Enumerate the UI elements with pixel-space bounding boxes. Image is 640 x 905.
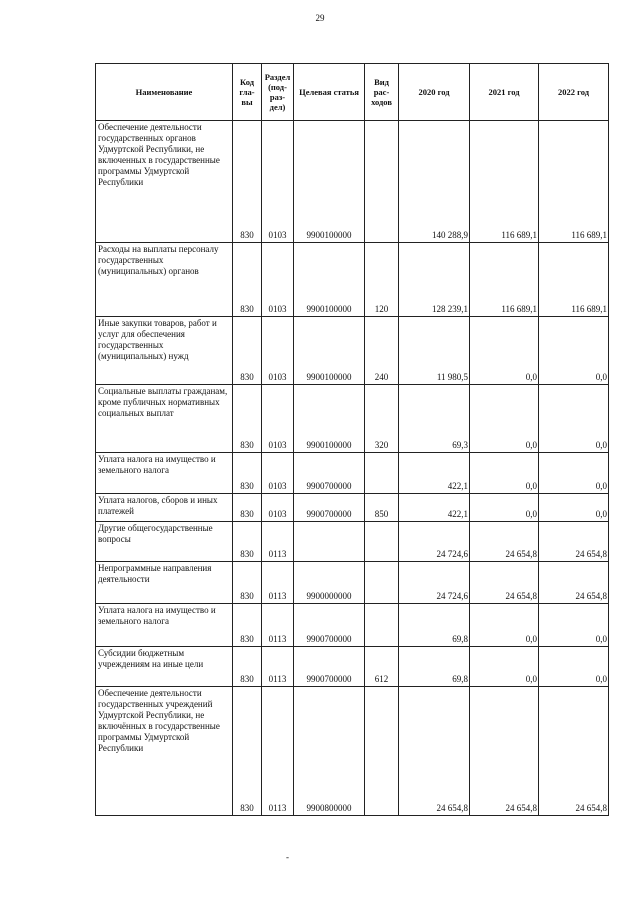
row-chapter: 830 bbox=[233, 317, 262, 385]
row-chapter: 830 bbox=[233, 687, 262, 816]
row-2021: 24 654,8 bbox=[470, 687, 539, 816]
row-target: 9900100000 bbox=[294, 385, 365, 453]
row-name: Обеспечение деятельности государственных учреждений Удмуртской Республики, не включённых в государственные программы Удмуртской Республики bbox=[96, 687, 233, 816]
row-name: Непрограммные направления деятельности bbox=[96, 562, 233, 604]
row-target: 9900100000 bbox=[294, 121, 365, 243]
row-name: Уплата налогов, сборов и иных платежей bbox=[96, 494, 233, 522]
row-2021: 0,0 bbox=[470, 317, 539, 385]
row-2022: 0,0 bbox=[539, 647, 609, 687]
row-name: Иные закупки товаров, работ и услуг для обеспечения государственных (муниципальных) нужд bbox=[96, 317, 233, 385]
row-2021: 116 689,1 bbox=[470, 121, 539, 243]
row-2022: 0,0 bbox=[539, 317, 609, 385]
table-row bbox=[96, 494, 609, 522]
table-row bbox=[96, 121, 609, 243]
row-2020: 24 724,6 bbox=[399, 562, 470, 604]
row-target: 9900100000 bbox=[294, 317, 365, 385]
row-2021: 0,0 bbox=[470, 494, 539, 522]
row-section: 0113 bbox=[262, 604, 294, 647]
row-section: 0113 bbox=[262, 562, 294, 604]
row-target: 9900700000 bbox=[294, 647, 365, 687]
row-target: 9900700000 bbox=[294, 604, 365, 647]
table-row bbox=[96, 562, 609, 604]
row-section: 0113 bbox=[262, 522, 294, 562]
header-2020: 2020 год bbox=[399, 64, 470, 121]
header-name: Наименование bbox=[96, 64, 233, 121]
header-section: Раздел (под-раз-дел) bbox=[262, 64, 294, 121]
row-expense-type: 240 bbox=[365, 317, 399, 385]
row-2022: 0,0 bbox=[539, 494, 609, 522]
table-row bbox=[96, 453, 609, 494]
row-expense-type: 850 bbox=[365, 494, 399, 522]
row-name: Уплата налога на имущество и земельного налога bbox=[96, 453, 233, 494]
row-target: 9900100000 bbox=[294, 243, 365, 317]
row-2020: 24 654,8 bbox=[399, 687, 470, 816]
row-2021: 0,0 bbox=[470, 385, 539, 453]
row-expense-type bbox=[365, 604, 399, 647]
row-name: Социальные выплаты гражданам, кроме публичных нормативных социальных выплат bbox=[96, 385, 233, 453]
row-chapter: 830 bbox=[233, 494, 262, 522]
row-target bbox=[294, 522, 365, 562]
row-2020: 24 724,6 bbox=[399, 522, 470, 562]
row-section: 0103 bbox=[262, 243, 294, 317]
row-expense-type: 320 bbox=[365, 385, 399, 453]
row-2021: 0,0 bbox=[470, 453, 539, 494]
row-expense-type bbox=[365, 522, 399, 562]
table-row bbox=[96, 317, 609, 385]
row-expense-type: 120 bbox=[365, 243, 399, 317]
row-2022: 24 654,8 bbox=[539, 687, 609, 816]
table-row bbox=[96, 243, 609, 317]
row-chapter: 830 bbox=[233, 121, 262, 243]
row-2021: 0,0 bbox=[470, 604, 539, 647]
table-row bbox=[96, 385, 609, 453]
row-name: Субсидии бюджетным учреждениям на иные цели bbox=[96, 647, 233, 687]
row-name: Другие общегосударственные вопросы bbox=[96, 522, 233, 562]
row-chapter: 830 bbox=[233, 647, 262, 687]
row-2020: 69,8 bbox=[399, 604, 470, 647]
header-target: Целевая статья bbox=[294, 64, 365, 121]
row-2020: 422,1 bbox=[399, 453, 470, 494]
row-2020: 140 288,9 bbox=[399, 121, 470, 243]
row-chapter: 830 bbox=[233, 243, 262, 317]
row-name: Уплата налога на имущество и земельного налога bbox=[96, 604, 233, 647]
row-chapter: 830 bbox=[233, 604, 262, 647]
table-row bbox=[96, 604, 609, 647]
row-2021: 24 654,8 bbox=[470, 562, 539, 604]
budget-table bbox=[95, 63, 609, 816]
row-target: 9900700000 bbox=[294, 453, 365, 494]
row-2022: 0,0 bbox=[539, 385, 609, 453]
row-expense-type bbox=[365, 121, 399, 243]
row-section: 0103 bbox=[262, 494, 294, 522]
row-section: 0113 bbox=[262, 687, 294, 816]
row-target: 9900000000 bbox=[294, 562, 365, 604]
header-row bbox=[96, 64, 609, 121]
row-2020: 69,8 bbox=[399, 647, 470, 687]
row-chapter: 830 bbox=[233, 562, 262, 604]
row-2020: 128 239,1 bbox=[399, 243, 470, 317]
row-2021: 24 654,8 bbox=[470, 522, 539, 562]
row-2022: 116 689,1 bbox=[539, 121, 609, 243]
row-expense-type bbox=[365, 687, 399, 816]
header-2021: 2021 год bbox=[470, 64, 539, 121]
row-name: Расходы на выплаты персоналу государственных (муниципальных) органов bbox=[96, 243, 233, 317]
header-chapter: Код гла-вы bbox=[233, 64, 262, 121]
row-2022: 116 689,1 bbox=[539, 243, 609, 317]
bottom-mark: - bbox=[286, 852, 289, 862]
row-2021: 116 689,1 bbox=[470, 243, 539, 317]
row-expense-type bbox=[365, 453, 399, 494]
row-section: 0103 bbox=[262, 317, 294, 385]
row-2022: 24 654,8 bbox=[539, 522, 609, 562]
row-section: 0103 bbox=[262, 121, 294, 243]
row-2021: 0,0 bbox=[470, 647, 539, 687]
row-2022: 24 654,8 bbox=[539, 562, 609, 604]
row-2020: 422,1 bbox=[399, 494, 470, 522]
row-chapter: 830 bbox=[233, 385, 262, 453]
header-expense-type: Вид рас-ходов bbox=[365, 64, 399, 121]
row-target: 9900800000 bbox=[294, 687, 365, 816]
row-chapter: 830 bbox=[233, 453, 262, 494]
row-section: 0113 bbox=[262, 647, 294, 687]
row-2022: 0,0 bbox=[539, 604, 609, 647]
row-target: 9900700000 bbox=[294, 494, 365, 522]
table-row bbox=[96, 522, 609, 562]
row-section: 0103 bbox=[262, 453, 294, 494]
page-number: 29 bbox=[315, 13, 325, 23]
table-row bbox=[96, 687, 609, 816]
row-chapter: 830 bbox=[233, 522, 262, 562]
table-row bbox=[96, 647, 609, 687]
row-2020: 69,3 bbox=[399, 385, 470, 453]
row-2022: 0,0 bbox=[539, 453, 609, 494]
row-section: 0103 bbox=[262, 385, 294, 453]
row-name: Обеспечение деятельности государственных органов Удмуртской Республики, не включенных в государственные программы Удмуртской Республики bbox=[96, 121, 233, 243]
row-expense-type: 612 bbox=[365, 647, 399, 687]
header-2022: 2022 год bbox=[539, 64, 609, 121]
row-2020: 11 980,5 bbox=[399, 317, 470, 385]
row-expense-type bbox=[365, 562, 399, 604]
